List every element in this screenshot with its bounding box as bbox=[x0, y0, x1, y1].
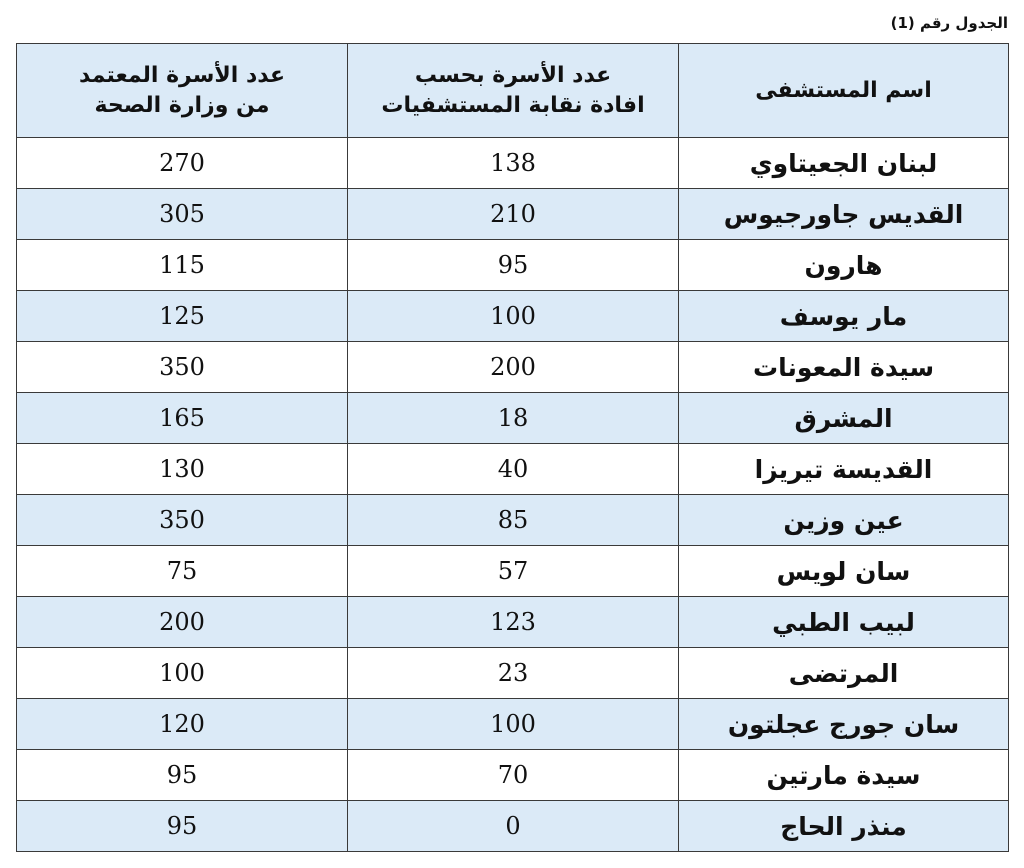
moh-beds-cell: 350 bbox=[17, 495, 348, 546]
hospital-beds-table bbox=[16, 43, 1009, 852]
hospital-name-cell: سان لويس bbox=[679, 546, 1009, 597]
moh-beds-cell: 115 bbox=[17, 240, 348, 291]
syndicate-beds-cell: 70 bbox=[348, 750, 679, 801]
syndicate-beds-cell: 0 bbox=[348, 801, 679, 852]
syndicate-beds-cell: 40 bbox=[348, 444, 679, 495]
header-syndicate-beds bbox=[348, 44, 679, 138]
header-moh-line2: من وزارة الصحة bbox=[94, 92, 270, 118]
table-row bbox=[17, 648, 1009, 699]
syndicate-beds-cell: 200 bbox=[348, 342, 679, 393]
table-row bbox=[17, 189, 1009, 240]
table-row bbox=[17, 546, 1009, 597]
syndicate-beds-cell: 18 bbox=[348, 393, 679, 444]
hospital-name-cell: مار يوسف bbox=[679, 291, 1009, 342]
moh-beds-cell: 165 bbox=[17, 393, 348, 444]
table-caption: الجدول رقم (1) bbox=[890, 14, 1008, 32]
table-row bbox=[17, 699, 1009, 750]
hospital-name-cell: المرتضى bbox=[679, 648, 1009, 699]
moh-beds-cell: 95 bbox=[17, 750, 348, 801]
syndicate-beds-cell: 123 bbox=[348, 597, 679, 648]
table-row bbox=[17, 444, 1009, 495]
syndicate-beds-cell: 210 bbox=[348, 189, 679, 240]
table-row bbox=[17, 240, 1009, 291]
table-row bbox=[17, 138, 1009, 189]
table-row bbox=[17, 393, 1009, 444]
moh-beds-cell: 120 bbox=[17, 699, 348, 750]
syndicate-beds-cell: 85 bbox=[348, 495, 679, 546]
hospital-name-cell: المشرق bbox=[679, 393, 1009, 444]
header-name-label: اسم المستشفى bbox=[755, 77, 932, 103]
header-hospital-name bbox=[679, 44, 1009, 138]
table-row bbox=[17, 750, 1009, 801]
table-row bbox=[17, 597, 1009, 648]
syndicate-beds-cell: 138 bbox=[348, 138, 679, 189]
hospital-beds-table-container bbox=[16, 43, 1008, 852]
table-row bbox=[17, 495, 1009, 546]
hospital-name-cell: القديسة تيريزا bbox=[679, 444, 1009, 495]
table-row bbox=[17, 342, 1009, 393]
moh-beds-cell: 95 bbox=[17, 801, 348, 852]
moh-beds-cell: 125 bbox=[17, 291, 348, 342]
hospital-name-cell: سيدة مارتين bbox=[679, 750, 1009, 801]
moh-beds-cell: 270 bbox=[17, 138, 348, 189]
hospital-name-cell: لبنان الجعيتاوي bbox=[679, 138, 1009, 189]
header-moh-line1: عدد الأسرة المعتمد bbox=[79, 62, 285, 88]
header-syndicate-line1: عدد الأسرة بحسب bbox=[414, 62, 612, 88]
header-moh-beds bbox=[17, 44, 348, 138]
header-syndicate-line2: افادة نقابة المستشفيات bbox=[381, 92, 645, 118]
syndicate-beds-cell: 57 bbox=[348, 546, 679, 597]
moh-beds-cell: 100 bbox=[17, 648, 348, 699]
syndicate-beds-cell: 23 bbox=[348, 648, 679, 699]
moh-beds-cell: 350 bbox=[17, 342, 348, 393]
moh-beds-cell: 305 bbox=[17, 189, 348, 240]
hospital-name-cell: منذر الحاج bbox=[679, 801, 1009, 852]
moh-beds-cell: 75 bbox=[17, 546, 348, 597]
syndicate-beds-cell: 100 bbox=[348, 291, 679, 342]
table-row bbox=[17, 801, 1009, 852]
moh-beds-cell: 130 bbox=[17, 444, 348, 495]
moh-beds-cell: 200 bbox=[17, 597, 348, 648]
hospital-name-cell: القديس جاورجيوس bbox=[679, 189, 1009, 240]
table-header-row bbox=[17, 44, 1009, 138]
syndicate-beds-cell: 95 bbox=[348, 240, 679, 291]
syndicate-beds-cell: 100 bbox=[348, 699, 679, 750]
table-row bbox=[17, 291, 1009, 342]
hospital-name-cell: هارون bbox=[679, 240, 1009, 291]
hospital-name-cell: سيدة المعونات bbox=[679, 342, 1009, 393]
hospital-name-cell: لبيب الطبي bbox=[679, 597, 1009, 648]
hospital-name-cell: عين وزين bbox=[679, 495, 1009, 546]
hospital-name-cell: سان جورج عجلتون bbox=[679, 699, 1009, 750]
